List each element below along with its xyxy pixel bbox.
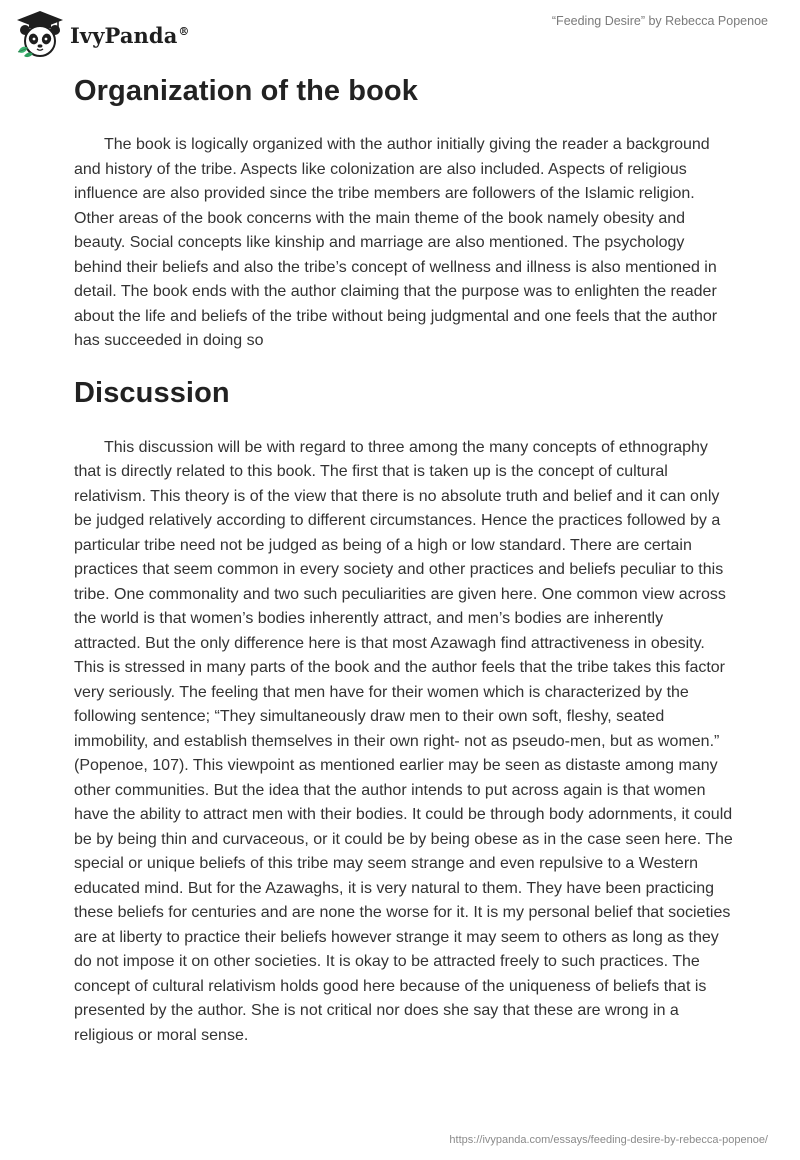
essay-content	[74, 72, 734, 1048]
section-paragraph-discussion: This discussion will be with regard to three among the many concepts of ethnography that is directly related to this book. The first that is taken up is the concept of cultural relativism. This theory is of the view that there is no absolute truth and belief and it can only be judged relatively according to different circumstances. Hence the practices followed by a particular tribe need not be judged as being of a high or low standard. There are certain practices that seem common in every society and other practices and beliefs peculiar to this tribe. One commonality and two such peculiarities are given here. One common view across the world is that women’s bodies inherently attract, and men’s bodies are inherently attracted. But the only difference here is that most Azawagh find attractiveness in obesity. This is stressed in many parts of the book and the author feels that the tribe takes this factor very seriously. The feeling that men have for their women which is characterized by the following sentence; “They simultaneously draw men to their own soft, fleshy, seated immobility, and establish themselves in their own right- not as pseudo-men, but as women.” (Popenoe, 107). This viewpoint as mentioned earlier may be seen as distaste among many other communities. But the idea that the author intends to put across again is that women have the ability to attract men with their bodies. It could be through body adornments, it could be by being thin and curvaceous, or it could be by being obese as in the case seen here. The special or unique beliefs of this tribe may seem strange and even repulsive to a Western educated mind. But for the Azawaghs, it is very natural to them. They have been practicing these beliefs for centuries and are none the worse for it. It is my personal belief that societies are at liberty to practice their beliefs however strange it may seem to others as long as they do not impose it on other societies. It is okay to be attracted freely to such practices. The concept of cultural relativism holds good here because of the uniqueness of beliefs that is presented by the author. She is not critical nor does she say that these are wrong in a religious or moral sense.	[74, 438, 733, 1044]
logo-text: IvyPanda®	[70, 22, 190, 48]
document-title: “Feeding Desire” by Rebecca Popenoe	[551, 14, 768, 28]
ivypanda-logo[interactable]	[14, 8, 190, 60]
section-heading-organization: Organization of the book	[74, 75, 418, 107]
section-heading-discussion: Discussion	[74, 376, 230, 409]
section-paragraph-organization: The book is logically organized with the author initially giving the reader a background and history of the tribe. Aspects like colonization are also included. Aspects of religious influence are also provided since the tribe members are followers of the Islamic religion. Other areas of the book concerns with the main theme of the book namely obesity and beauty. Social concepts like kinship and marriage are also mentioned. The psychology behind their beliefs and also the tribe’s concept of wellness and illness is also mentioned in detail. The book ends with the author claiming that the purpose was to enlighten the reader about the life and beliefs of the tribe without being judgmental and one feels that the author has succeeded in doing so	[74, 136, 718, 349]
panda-graduate-icon	[14, 8, 66, 60]
source-url[interactable]: https://ivypanda.com/essays/feeding-desire-by-rebecca-popenoe/	[449, 1134, 768, 1146]
page-header	[0, 0, 800, 70]
